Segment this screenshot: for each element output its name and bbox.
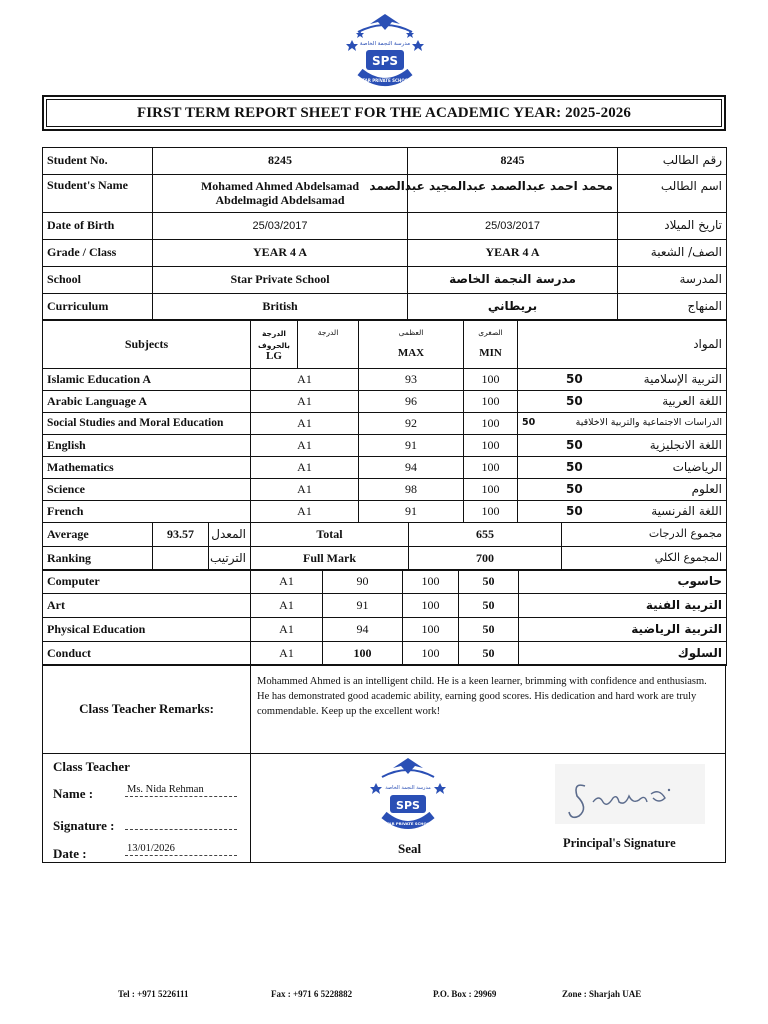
subject-max: 100 xyxy=(464,369,518,391)
date-label: Date : xyxy=(53,846,87,861)
subject-row xyxy=(43,391,727,413)
footer-zone: Zone : Sharjah UAE xyxy=(562,989,642,999)
subjects-heading: Subjects xyxy=(43,321,251,369)
seal-arabic: مدرسة النجمة الخاصة xyxy=(385,785,431,791)
info-value: British xyxy=(153,294,408,320)
school-seal xyxy=(360,755,456,835)
other-subject-name-ar: السلوك xyxy=(519,642,727,666)
subject-name: Science xyxy=(43,479,251,501)
subjects-table xyxy=(42,320,727,523)
subject-name-ar: العلوم 50 xyxy=(518,479,727,501)
svg-text:Samir: Samir xyxy=(560,774,563,775)
date-value: 13/01/2026 xyxy=(125,843,237,856)
info-value-ar: محمد احمد عبدالصمد عبدالمجيد عبدالصمد xyxy=(408,175,618,213)
info-value: 8245 xyxy=(153,148,408,175)
remarks-text: Mohammed Ahmed is an intelligent child. He is a keen learner, brimming with confidence and enthusiasm. He has demonstrated good academic ability, earning good scores. His dedication and hard work are truly commendable. Keep up the excellent work! xyxy=(257,676,707,718)
subject-min: 50 xyxy=(566,481,583,496)
remarks-label: Class Teacher Remarks: xyxy=(43,665,251,753)
other-subject-grade: 100 xyxy=(323,642,403,666)
footer-tel: Tel : +971 5226111 xyxy=(118,989,189,999)
info-label-ar: المدرسة xyxy=(618,267,727,294)
subject-name-ar: اللغة الفرنسية 50 xyxy=(518,501,727,523)
total-label: Total xyxy=(251,523,409,547)
max-heading xyxy=(359,321,464,369)
subject-row xyxy=(43,479,727,501)
subject-name-ar: الرياضيات 50 xyxy=(518,457,727,479)
ranking-label-ar: الترتيب xyxy=(209,547,251,571)
info-row xyxy=(43,148,727,175)
subject-min: 50 xyxy=(566,459,583,474)
fullmark-value: 700 xyxy=(409,547,562,571)
subject-name: English xyxy=(43,435,251,457)
subject-grade: 91 xyxy=(359,435,464,457)
other-subject-lg: A1 xyxy=(251,642,323,666)
footer-pobox: P.O. Box : 29969 xyxy=(433,989,497,999)
subject-min: 50 xyxy=(522,417,536,429)
subject-max: 100 xyxy=(464,391,518,413)
subject-max: 100 xyxy=(464,501,518,523)
subject-min: 50 xyxy=(566,371,583,386)
subject-grade: 98 xyxy=(359,479,464,501)
lg-heading-en: LG xyxy=(266,350,282,363)
other-subject-max: 100 xyxy=(403,618,459,642)
student-info-table xyxy=(42,147,727,320)
info-label-ar: تاريخ الميلاد xyxy=(618,213,727,240)
info-row xyxy=(43,213,727,240)
remarks-box xyxy=(42,664,726,754)
signature-scribble-icon xyxy=(555,764,705,824)
subject-grade: 94 xyxy=(359,457,464,479)
logo-english: STAR PRIVATE SCHOOL xyxy=(359,78,411,83)
class-teacher-heading: Class Teacher xyxy=(53,759,130,774)
subject-lg: A1 xyxy=(251,413,359,435)
subject-name: Social Studies and Moral Education xyxy=(43,413,251,435)
logo-initials: SPS xyxy=(371,54,399,68)
other-subject-row xyxy=(43,618,727,642)
other-subject-grade: 91 xyxy=(323,594,403,618)
other-subject-max: 100 xyxy=(403,642,459,666)
signature-value xyxy=(125,818,237,830)
subjects-header-row xyxy=(43,321,727,369)
info-value-ar: مدرسة النجمة الخاصة xyxy=(408,267,618,294)
info-value-ar: YEAR 4 A xyxy=(408,240,618,267)
other-subject-max: 100 xyxy=(403,570,459,594)
info-value-ar: 8245 xyxy=(408,148,618,175)
subject-name: French xyxy=(43,501,251,523)
info-label-ar: الصف/ الشعبة xyxy=(618,240,727,267)
other-subject-name: Physical Education xyxy=(43,618,251,642)
title-box xyxy=(42,95,726,131)
subject-grade: 96 xyxy=(359,391,464,413)
info-value: Mohamed Ahmed Abdelsamad Abdelmagid Abdelsamad xyxy=(153,175,408,213)
average-label: Average xyxy=(43,523,153,547)
subject-max: 100 xyxy=(464,457,518,479)
other-subject-name-ar: حاسوب xyxy=(519,570,727,594)
info-label: Student's Name xyxy=(43,175,153,213)
other-subject-row xyxy=(43,642,727,666)
other-subjects-table xyxy=(42,569,727,666)
average-row xyxy=(43,523,727,547)
other-subject-grade: 94 xyxy=(323,618,403,642)
subject-row xyxy=(43,369,727,391)
subject-lg: A1 xyxy=(251,479,359,501)
info-value: 25/03/2017 xyxy=(153,213,408,240)
other-subject-min: 50 xyxy=(459,618,519,642)
info-label-ar: رقم الطالب xyxy=(618,148,727,175)
info-label: School xyxy=(43,267,153,294)
info-label: Grade / Class xyxy=(43,240,153,267)
other-subject-name-ar: التربية الرياضية xyxy=(519,618,727,642)
subject-grade: 91 xyxy=(359,501,464,523)
subject-row xyxy=(43,435,727,457)
other-subject-row xyxy=(43,594,727,618)
subject-name: Arabic Language A xyxy=(43,391,251,413)
subject-max: 100 xyxy=(464,413,518,435)
summary-table xyxy=(42,522,727,571)
min-heading-en: MIN xyxy=(479,346,502,359)
subject-name-ar: الدراسات الاجتماعية والتربية الاخلاقية 50 xyxy=(518,413,727,435)
total-label-ar: مجموع الدرجات xyxy=(562,523,727,547)
subject-lg: A1 xyxy=(251,369,359,391)
subject-name: Islamic Education A xyxy=(43,369,251,391)
other-subject-grade: 90 xyxy=(323,570,403,594)
ranking-label: Ranking xyxy=(43,547,153,571)
ranking-row xyxy=(43,547,727,571)
signature-label: Signature : xyxy=(53,818,115,833)
other-subject-row xyxy=(43,570,727,594)
other-subject-max: 100 xyxy=(403,594,459,618)
min-heading-ar: الصغرى xyxy=(478,328,503,338)
subject-row xyxy=(43,413,727,435)
seal-english: STAR PRIVATE SCHOOL xyxy=(383,821,433,826)
subject-name: Mathematics xyxy=(43,457,251,479)
subject-lg: A1 xyxy=(251,501,359,523)
info-label-ar: المنهاج xyxy=(618,294,727,320)
subject-min: 50 xyxy=(566,393,583,408)
subject-min: 50 xyxy=(566,503,583,518)
info-value: Star Private School xyxy=(153,267,408,294)
total-value: 655 xyxy=(409,523,562,547)
seal-initials: SPS xyxy=(396,799,420,812)
other-subject-name: Conduct xyxy=(43,642,251,666)
subject-grade: 93 xyxy=(359,369,464,391)
other-subject-min: 50 xyxy=(459,570,519,594)
info-row xyxy=(43,294,727,320)
info-row xyxy=(43,267,727,294)
subject-max: 100 xyxy=(464,479,518,501)
subject-name-ar: اللغة الانجليزية 50 xyxy=(518,435,727,457)
subject-row xyxy=(43,457,727,479)
grade-heading xyxy=(298,321,359,369)
seal-label: Seal xyxy=(398,841,422,856)
ranking-value xyxy=(153,547,209,571)
other-subject-lg: A1 xyxy=(251,594,323,618)
subject-lg: A1 xyxy=(251,457,359,479)
max-heading-en: MAX xyxy=(397,346,425,359)
fullmark-label: Full Mark xyxy=(251,547,409,571)
other-subject-name: Art xyxy=(43,594,251,618)
teacher-name-value: Ms. Nida Rehman xyxy=(125,784,237,797)
lg-heading-ar: الدرجة بالحروف xyxy=(258,329,290,351)
report-title: FIRST TERM REPORT SHEET FOR THE ACADEMIC YEAR: 2025-2026 xyxy=(46,99,722,127)
subject-max: 100 xyxy=(464,435,518,457)
grade-heading-ar: الدرجة xyxy=(317,328,339,337)
other-subject-name: Computer xyxy=(43,570,251,594)
info-label: Date of Birth xyxy=(43,213,153,240)
lg-heading xyxy=(251,321,298,369)
logo-arabic: مدرسة النجمة الخاصة xyxy=(359,41,411,47)
principal-signature-label: Principal's Signature xyxy=(563,836,676,850)
other-subject-name-ar: التربية الفنية xyxy=(519,594,727,618)
other-subject-lg: A1 xyxy=(251,570,323,594)
class-teacher-block xyxy=(43,754,251,862)
other-subject-min: 50 xyxy=(459,594,519,618)
school-logo xyxy=(330,10,440,92)
name-label: Name : xyxy=(53,786,94,801)
info-row xyxy=(43,175,727,213)
average-label-ar: المعدل xyxy=(209,523,251,547)
info-value: YEAR 4 A xyxy=(153,240,408,267)
footer-fax: Fax : +971 6 5228882 xyxy=(271,989,353,999)
subjects-heading-ar: المواد xyxy=(518,321,727,369)
subject-name-ar: اللغة العربية 50 xyxy=(518,391,727,413)
max-heading-ar: العظمى xyxy=(398,328,424,338)
subject-lg: A1 xyxy=(251,391,359,413)
average-value: 93.57 xyxy=(153,523,209,547)
fullmark-label-ar: المجموع الكلي xyxy=(562,547,727,571)
info-label: Curriculum xyxy=(43,294,153,320)
subject-grade: 92 xyxy=(359,413,464,435)
subject-lg: A1 xyxy=(251,435,359,457)
info-row xyxy=(43,240,727,267)
info-label-ar: اسم الطالب xyxy=(618,175,727,213)
min-heading xyxy=(464,321,518,369)
principal-signature-image xyxy=(555,764,705,824)
other-subject-lg: A1 xyxy=(251,618,323,642)
other-subject-min: 50 xyxy=(459,642,519,666)
info-label: Student No. xyxy=(43,148,153,175)
subject-min: 50 xyxy=(566,437,583,452)
subject-name-ar: التربية الإسلامية 50 xyxy=(518,369,727,391)
subject-row xyxy=(43,501,727,523)
info-value-ar: 25/03/2017 xyxy=(408,213,618,240)
info-value-ar: بريطاني xyxy=(408,294,618,320)
